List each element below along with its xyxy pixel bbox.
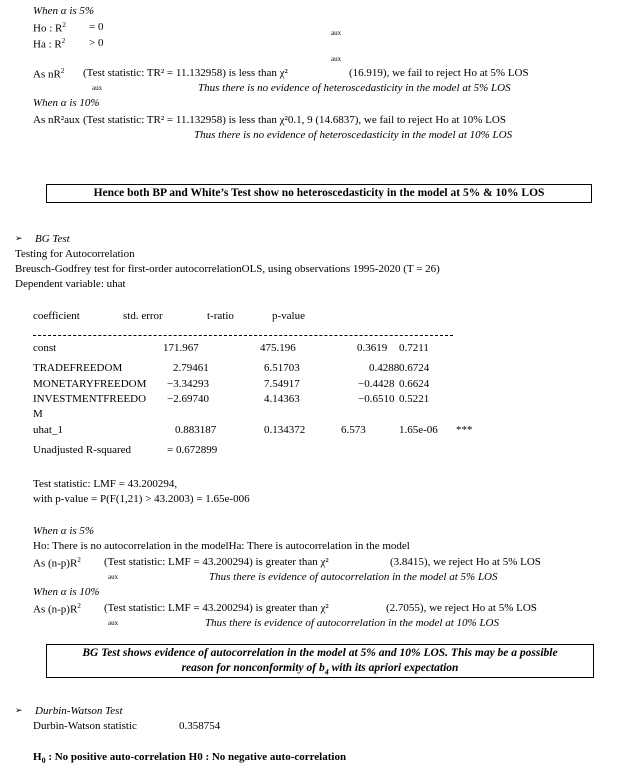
white-summary: Hence both BP and White’s Test show no heteroscedasticity in the model at 5% & 10% LOS xyxy=(93,187,545,199)
ts-line2: with p-value = P(F(1,21) > 43.2003) = 1.65e-006 xyxy=(33,493,250,505)
row-name: M xyxy=(33,408,43,420)
bg-as-np5: As $(n-p)R^2$ xyxy=(33,556,81,570)
r2-label: Unadjusted R-squared xyxy=(33,444,132,456)
table-divider xyxy=(33,335,453,336)
dw-hypotheses: $H_0$ : No positive auto-correlation H0 : No negative auto-correlation xyxy=(33,751,347,766)
bg-hypotheses: Ho: There is no autocorrelation in the modelHa: There is autocorrelation in the model xyxy=(33,540,410,552)
bg-alpha10-heading: When α is 10% xyxy=(33,586,100,598)
bg-crit5: (3.8415), we reject Ho at 5% LOS xyxy=(390,556,541,568)
row-t: 6.573 xyxy=(341,424,366,436)
col-header-std-error: std. error xyxy=(123,310,163,322)
white-crit5: (16.919), we fail to reject Ho at 5% LOS xyxy=(349,67,529,79)
white-alpha5-heading: When α is 5% xyxy=(33,5,95,17)
row-coef: −2.69740 xyxy=(167,393,209,405)
bg-line2: Breusch-Godfrey test for first-order autocorrelationOLS, using observations 1995-2020 (T = 26) xyxy=(15,263,440,275)
bg-concl5: Thus there is evidence of autocorrelation in the model at 5% LOS xyxy=(209,571,498,583)
bg-alpha5-heading: When α is 5% xyxy=(33,525,95,537)
row-coef: −3.34293 xyxy=(167,378,209,390)
aux-label: aux xyxy=(108,573,119,581)
aux-label: aux xyxy=(331,29,342,37)
col-header-t-ratio: t-ratio xyxy=(207,310,234,322)
white-concl5: Thus there is no evidence of heteroscedasticity in the model at 5% LOS xyxy=(198,82,511,94)
white-ho: Ho : $R^2$ xyxy=(33,21,66,35)
row-p: 1.65e-06 xyxy=(399,424,438,436)
dw-stat-value: 0.358754 xyxy=(179,720,221,732)
row-p: 0.7211 xyxy=(399,342,429,354)
bg-line3: Dependent variable: uhat xyxy=(15,278,126,290)
white-alpha10-heading: When α is 10% xyxy=(33,97,100,109)
white-summary-box xyxy=(46,184,592,203)
bg-as-np10: As $(n-p)R^2$ xyxy=(33,602,81,616)
row-p: 0.6624 xyxy=(399,378,430,390)
aux-label: aux xyxy=(331,55,342,63)
row-name: uhat_1 xyxy=(33,424,63,436)
col-header-coefficient: coefficient xyxy=(33,310,80,322)
white-as-nr: As $nR^2$ xyxy=(33,67,65,81)
row-t: 0.3619 xyxy=(357,342,388,354)
bullet-icon: ➢ xyxy=(15,233,23,243)
aux-label: aux xyxy=(108,619,119,627)
ts-line1: Test statistic: LMF = 43.200294, xyxy=(33,478,178,490)
row-t: −0.6510 xyxy=(358,393,395,405)
r2-value: = 0.672899 xyxy=(167,444,218,456)
row-t: 0.4288 xyxy=(369,362,400,374)
row-coef: 2.79461 xyxy=(173,362,209,374)
bg-summary-line2: reason for nonconformity of $b_4$ with its apriori expectation xyxy=(181,662,459,677)
dw-stat-label: Durbin-Watson statistic xyxy=(33,720,137,732)
row-coef: 171.967 xyxy=(163,342,199,354)
bg-test10: (Test statistic: LMF = 43.200294) is greater than χ² xyxy=(104,602,329,614)
white-as-nr-aux10: As nR²aux xyxy=(33,114,80,126)
row-p: 0.6724 xyxy=(399,362,430,374)
bg-test5: (Test statistic: LMF = 43.200294) is greater than χ² xyxy=(104,556,329,568)
row-coef: 0.883187 xyxy=(175,424,217,436)
row-se: 4.14363 xyxy=(264,393,300,405)
bg-concl10: Thus there is evidence of autocorrelation in the model at 10% LOS xyxy=(205,617,500,629)
white-ha: Ha : $R^2$ xyxy=(33,37,66,51)
row-name: INVESTMENTFREEDO xyxy=(33,393,147,405)
row-se: 7.54917 xyxy=(264,378,300,390)
white-ha-val: > 0 xyxy=(89,37,104,49)
white-ho-val: = 0 xyxy=(89,21,104,33)
row-name: MONETARYFREEDOM xyxy=(33,378,147,390)
bg-crit10: (2.7055), we reject Ho at 5% LOS xyxy=(386,602,537,614)
bg-summary-line1: BG Test shows evidence of autocorrelation in the model at 5% and 10% LOS. This may be a possible xyxy=(82,647,558,659)
dw-heading: Durbin-Watson Test xyxy=(35,705,123,717)
bg-line1: Testing for Autocorrelation xyxy=(15,248,135,260)
row-t: −0.4428 xyxy=(358,378,395,390)
white-test10: (Test statistic: TR² = 11.132958) is less than χ²0.1, 9 (14.6837), we fail to reject Ho at 10% LOS xyxy=(83,114,506,126)
white-test5: (Test statistic: TR² = 11.132958) is less than χ² xyxy=(83,67,288,79)
bg-heading: BG Test xyxy=(35,233,70,245)
row-se: 475.196 xyxy=(260,342,296,354)
row-se: 0.134372 xyxy=(264,424,306,436)
white-concl10: Thus there is no evidence of heteroscedasticity in the model at 10% LOS xyxy=(194,129,513,141)
col-header-p-value: p-value xyxy=(272,310,305,322)
row-stars: *** xyxy=(456,424,473,436)
row-se: 6.51703 xyxy=(264,362,300,374)
row-p: 0.5221 xyxy=(399,393,430,405)
aux-label: aux xyxy=(92,84,103,92)
bullet-icon: ➢ xyxy=(15,705,23,715)
bg-summary-box xyxy=(46,644,594,678)
row-name: TRADEFREEDOM xyxy=(33,362,123,374)
row-name: const xyxy=(33,342,57,354)
